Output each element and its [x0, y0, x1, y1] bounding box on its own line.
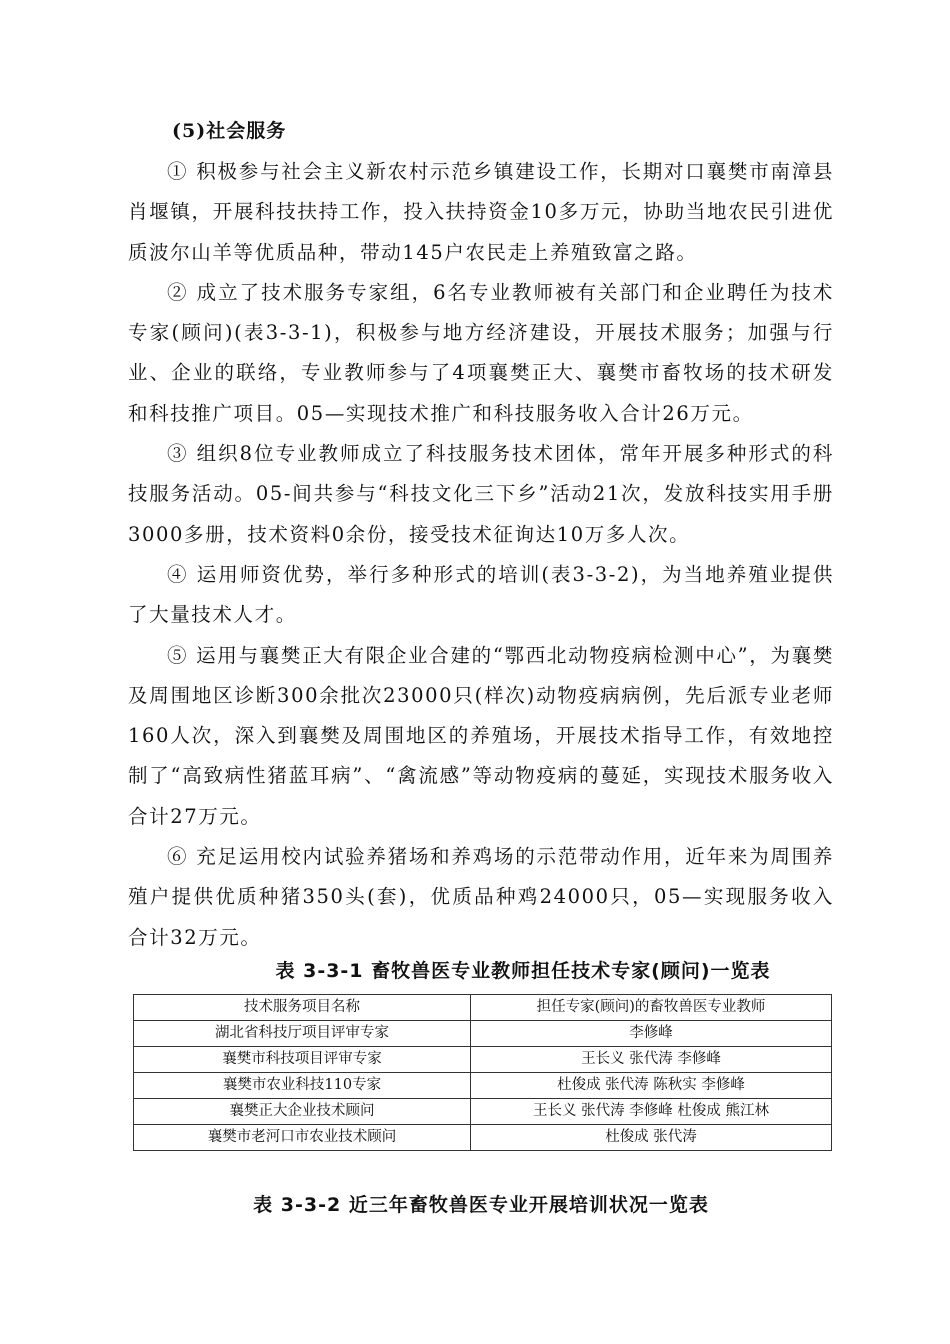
- column-header-teachers: 担任专家(顾问)的畜牧兽医专业教师: [471, 995, 832, 1021]
- table-cell-teachers: 李修峰: [471, 1021, 832, 1047]
- section-heading: (5)社会服务: [172, 120, 287, 142]
- table-row: [134, 1125, 832, 1151]
- paragraph-2: ② 成立了技术服务专家组，6名专业教师被有关部门和企业聘任为技术专家(顾问)(表3-3-1)，积极参与地方经济建设，开展技术服务；加强与行业、企业的联络，专业教师参与了4项襄樊正大、襄樊市畜牧场的技术研发和科技推广项目。05—实现技术推广和科技服务收入合计26万元。: [128, 280, 834, 425]
- table-cell-teachers: 王长义 张代涛 李修峰 杜俊成 熊江林: [471, 1099, 832, 1125]
- table-cell-project: 襄樊市农业科技110专家: [134, 1073, 471, 1099]
- table-1-caption: 表 3-3-1 畜牧兽医专业教师担任技术专家(顾问)一览表: [275, 960, 771, 982]
- paragraph-5: ⑤ 运用与襄樊正大有限企业合建的“鄂西北动物疫病检测中心”，为襄樊及周围地区诊断300余批次23000只(样次)动物疫病病例，先后派专业老师160人次，深入到襄樊及周围地区的养殖场，开展技术指导工作，有效地控制了“高致病性猪蓝耳病”、“禽流感”等动物疫病的蔓延，实现技术服务收入合计27万元。: [128, 643, 834, 828]
- table-row: [134, 1021, 832, 1047]
- table-cell-teachers: 王长义 张代涛 李修峰: [471, 1047, 832, 1073]
- body-text: [128, 152, 834, 958]
- table-row: [134, 1047, 832, 1073]
- paragraph-3: ③ 组织8位专业教师成立了科技服务技术团体，常年开展多种形式的科技服务活动。05-间共参与“科技文化三下乡”活动21次，发放科技实用手册3000多册，技术资料0余份，接受技术征询达10万多人次。: [128, 442, 834, 546]
- table-cell-project: 襄樊正大企业技术顾问: [134, 1099, 471, 1125]
- table-cell-project: 襄樊市老河口市农业技术顾问: [134, 1125, 471, 1151]
- table-cell-teachers: 杜俊成 张代涛: [471, 1125, 832, 1151]
- table-cell-teachers: 杜俊成 张代涛 陈秋实 李修峰: [471, 1073, 832, 1099]
- table-row: [134, 1073, 832, 1099]
- table-row: [134, 1099, 832, 1125]
- expert-table: [133, 994, 832, 1151]
- paragraph-1: ① 积极参与社会主义新农村示范乡镇建设工作，长期对口襄樊市南漳县肖堰镇，开展科技扶持工作，投入扶持资金10多万元，协助当地农民引进优质波尔山羊等优质品种，带动145户农民走上养殖致富之路。: [128, 160, 834, 264]
- table-cell-project: 湖北省科技厅项目评审专家: [134, 1021, 471, 1047]
- column-header-project: 技术服务项目名称: [134, 995, 471, 1021]
- table-header-row: [134, 995, 832, 1021]
- table-cell-project: 襄樊市科技项目评审专家: [134, 1047, 471, 1073]
- paragraph-4: ④ 运用师资优势，举行多种形式的培训(表3-3-2)，为当地养殖业提供了大量技术人才。: [128, 562, 834, 627]
- paragraph-6: ⑥ 充足运用校内试验养猪场和养鸡场的示范带动作用，近年来为周围养殖户提供优质种猪350头(套)，优质品种鸡24000只，05—实现服务收入合计32万元。: [128, 845, 834, 949]
- table-2-caption: 表 3-3-2 近三年畜牧兽医专业开展培训状况一览表: [253, 1194, 709, 1216]
